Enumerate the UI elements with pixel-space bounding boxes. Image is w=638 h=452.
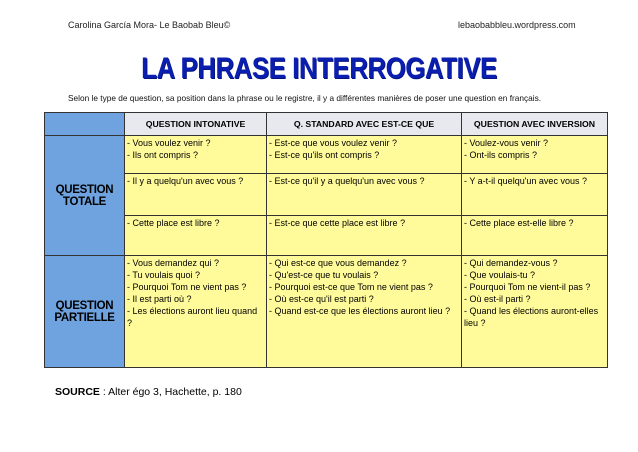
- example-sentence: - Est-ce que vous voulez venir ?: [269, 138, 398, 148]
- page-title: LA PHRASE INTERROGATIVE: [141, 52, 497, 85]
- table-cell: [462, 256, 608, 368]
- column-header-intonative: QUESTION INTONATIVE: [125, 113, 267, 136]
- example-sentence: - Tu voulais quoi ?: [127, 270, 201, 280]
- example-sentence: - Où est-il parti ?: [464, 294, 531, 304]
- example-sentence: - Pourquoi Tom ne vient pas ?: [127, 282, 247, 292]
- example-sentence: - Que voulais-tu ?: [464, 270, 536, 280]
- example-sentence: - Vous demandez qui ?: [127, 258, 220, 268]
- example-sentence: - Vous voulez venir ?: [127, 138, 211, 148]
- example-sentence: - Les élections auront lieu quand ?: [127, 306, 258, 328]
- table-cell: [462, 216, 608, 256]
- column-header-est-ce-que: Q. STANDARD AVEC EST-CE QUE: [267, 113, 462, 136]
- example-sentence: - Il y a quelqu'un avec vous ?: [127, 176, 244, 186]
- example-sentence: - Est-ce que cette place est libre ?: [269, 218, 406, 228]
- example-sentence: - Ils ont compris ?: [127, 150, 199, 160]
- table-cell: [462, 136, 608, 174]
- example-sentence: - Cette place est libre ?: [127, 218, 220, 228]
- table-row: [45, 136, 608, 174]
- table-row: [45, 216, 608, 256]
- table-cell: [462, 174, 608, 216]
- example-sentence: - Cette place est-elle libre ?: [464, 218, 574, 228]
- table-cell: [125, 256, 267, 368]
- table-row: [45, 256, 608, 368]
- table-cell: [125, 174, 267, 216]
- example-sentence: - Ont-ils compris ?: [464, 150, 538, 160]
- header-author: Carolina García Mora- Le Baobab Bleu©: [68, 20, 231, 30]
- row-label-totale: QUESTION TOTALE: [45, 136, 125, 256]
- intro-text: Selon le type de question, sa position dans la phrase ou le registre, il y a différentes manières de poser une question en français.: [68, 93, 542, 103]
- header-website: lebaobabbleu.wordpress.com: [458, 20, 576, 30]
- table-row: [45, 174, 608, 216]
- table-cell: [267, 216, 462, 256]
- row-label-partielle: QUESTION PARTIELLE: [45, 256, 125, 368]
- example-sentence: - Où est-ce qu'il est parti ?: [269, 294, 374, 304]
- example-sentence: - Il est parti où ?: [127, 294, 192, 304]
- source-citation: [55, 386, 242, 398]
- table-header-row: [45, 113, 608, 136]
- header-corner: [45, 113, 125, 136]
- table-cell: [125, 216, 267, 256]
- example-sentence: - Quand les élections auront-elles lieu ?: [464, 306, 599, 328]
- table-cell: [125, 136, 267, 174]
- table-cell: [267, 136, 462, 174]
- example-sentence: - Voulez-vous venir ?: [464, 138, 549, 148]
- table-cell: [267, 174, 462, 216]
- example-sentence: - Qui demandez-vous ?: [464, 258, 558, 268]
- source-text: : Alter égo 3, Hachette, p. 180: [99, 386, 242, 398]
- example-sentence: - Quand est-ce que les élections auront lieu ?: [269, 306, 451, 316]
- source-label: SOURCE: [55, 386, 100, 398]
- example-sentence: - Qui est-ce que vous demandez ?: [269, 258, 407, 268]
- example-sentence: - Y a-t-il quelqu'un avec vous ?: [464, 176, 587, 186]
- example-sentence: - Qu'est-ce que tu voulais ?: [269, 270, 379, 280]
- example-sentence: - Pourquoi est-ce que Tom ne vient pas ?: [269, 282, 433, 292]
- column-header-inversion: QUESTION AVEC INVERSION: [462, 113, 608, 136]
- table-cell: [267, 256, 462, 368]
- example-sentence: - Est-ce qu'il y a quelqu'un avec vous ?: [269, 176, 425, 186]
- interrogative-table: [44, 112, 608, 368]
- example-sentence: - Est-ce qu'ils ont compris ?: [269, 150, 380, 160]
- example-sentence: - Pourquoi Tom ne vient-il pas ?: [464, 282, 591, 292]
